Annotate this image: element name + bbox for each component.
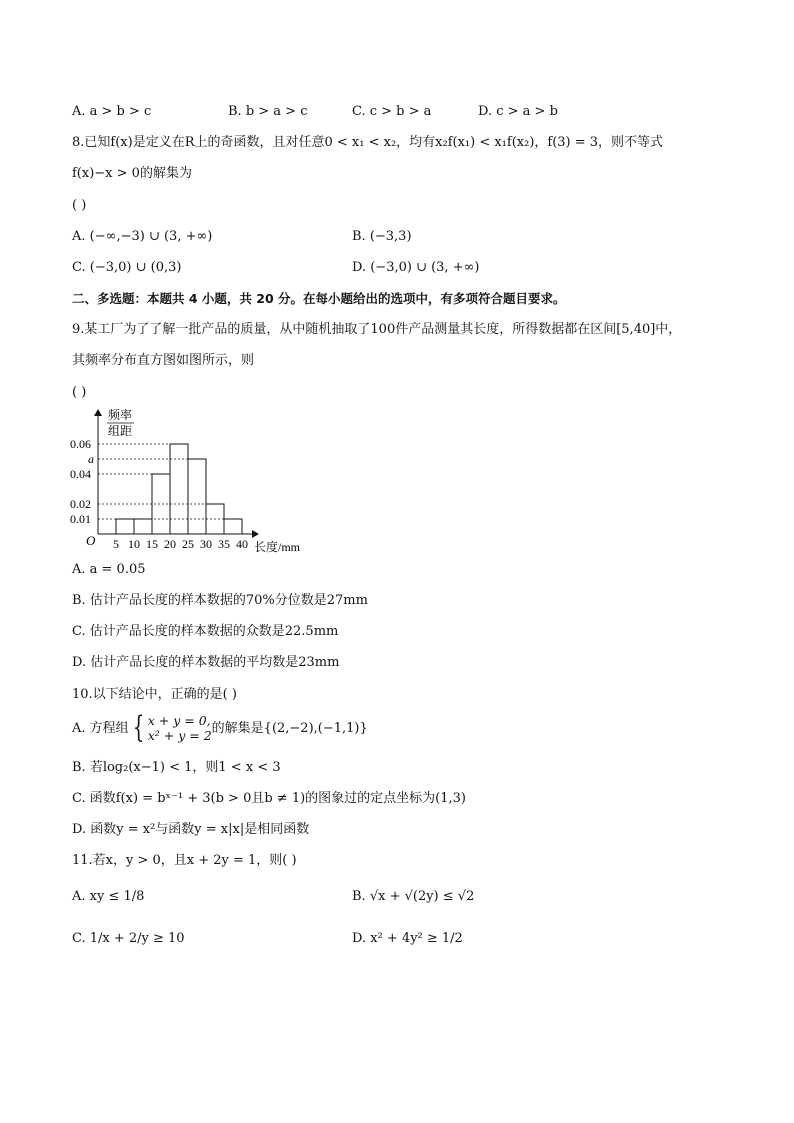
q7-option-d: D. c > a > b [478,104,558,119]
q8-option-d: D. (−3,0) ∪ (3, +∞) [352,260,480,275]
equation-system [148,713,212,743]
q11-option-b: B. √x + √(2y) ≤ √2 [352,889,475,904]
equation-2: x² + y = 2 [147,728,212,743]
q10-option-a-suffix: 的解集是{(2,−2),(−1,1)} [211,720,368,736]
section-heading: 二、多选题：本题共 4 小题，共 20 分。在每小题给出的选项中，有多项符合题目要求。 [72,291,566,306]
x-tick-label: 20 [164,537,176,551]
brace: { [132,710,144,745]
origin-label: O [86,533,96,548]
q8-option-a: A. (−∞,−3) ∪ (3, +∞) [72,229,213,244]
histogram-bar-35-40 [224,519,242,534]
x-tick-label: 5 [113,537,119,551]
q10-option-d: D. 函数y = x²与函数y = x|x|是相同函数 [72,822,310,837]
q9-answer-paren: ( ) [72,385,87,400]
x-tick-label: 40 [236,537,248,551]
q7-option-a: A. a > b > c [72,104,152,119]
q8-answer-paren: ( ) [72,198,87,213]
y-tick-label: 0.04 [70,467,91,481]
q8-option-c: C. (−3,0) ∪ (0,3) [72,260,182,275]
y-tick-label: 0.06 [70,437,91,451]
q11-option-d: D. x² + 4y² ≥ 1/2 [352,931,463,946]
histogram-bar-5-10 [116,519,134,534]
q11-option-c: C. 1/x + 2/y ≥ 10 [72,931,185,946]
q9-option-a: A. a = 0.05 [72,562,146,577]
y-tick-label: 0.02 [70,497,91,511]
q10-option-b: B. 若log₂(x−1) < 1，则1 < x < 3 [72,760,281,775]
y-axis-label-top: 频率 [108,408,133,422]
x-tick-label: 25 [182,537,194,551]
q9-option-b: B. 估计产品长度的样本数据的70%分位数是27mm [72,593,368,608]
q11-option-a: A. xy ≤ 1/8 [72,889,145,904]
q10-option-c: C. 函数f(x) = bˣ⁻¹ + 3(b > 0且b ≠ 1)的图象过的定点坐标为(1,3) [72,791,466,806]
y-tick-label: 0.01 [70,512,91,526]
x-axis-label: 长度/mm [254,540,301,554]
histogram-bar-25-30 [188,459,206,534]
q8-stem-line2: f(x)−x > 0的解集为 [72,166,192,181]
q10-option-a [72,711,368,745]
frequency-histogram [70,404,320,556]
x-tick-label: 15 [146,537,158,551]
x-tick-label: 35 [218,537,230,551]
x-tick-label: 30 [200,537,212,551]
q9-stem-line1: 9.某工厂为了了解一批产品的质量，从中随机抽取了100件产品测量其长度，所得数据都在区间[5,40]中， [72,322,682,337]
q8-option-b: B. (−3,3) [352,229,412,244]
q9-stem-line2: 其频率分布直方图如图所示，则 [72,353,255,368]
x-tick-label: 10 [128,537,140,551]
y-tick-label: a [88,452,94,466]
q9-option-d: D. 估计产品长度的样本数据的平均数是23mm [72,655,340,670]
q8-stem-line1: 8.已知f(x)是定义在R上的奇函数，且对任意0 < x₁ < x₂，均有x₂f(x₁) < x₁f(x₂)，f(3) = 3，则不等式 [72,135,664,150]
y-axis-label-bottom: 组距 [108,424,133,438]
q7-option-b: B. b > a > c [228,104,308,119]
histogram-bar-20-25 [170,444,188,534]
q7-option-c: C. c > b > a [352,104,432,119]
q10-stem: 10.以下结论中，正确的是( ) [72,687,237,702]
q10-option-a-prefix: A. 方程组 [72,720,129,736]
q9-option-c: C. 估计产品长度的样本数据的众数是22.5mm [72,624,339,639]
equation-1: x + y = 0, [147,713,211,728]
histogram-bar-10-15 [134,519,152,534]
q11-stem: 11.若x，y > 0，且x + 2y = 1，则( ) [72,853,297,868]
